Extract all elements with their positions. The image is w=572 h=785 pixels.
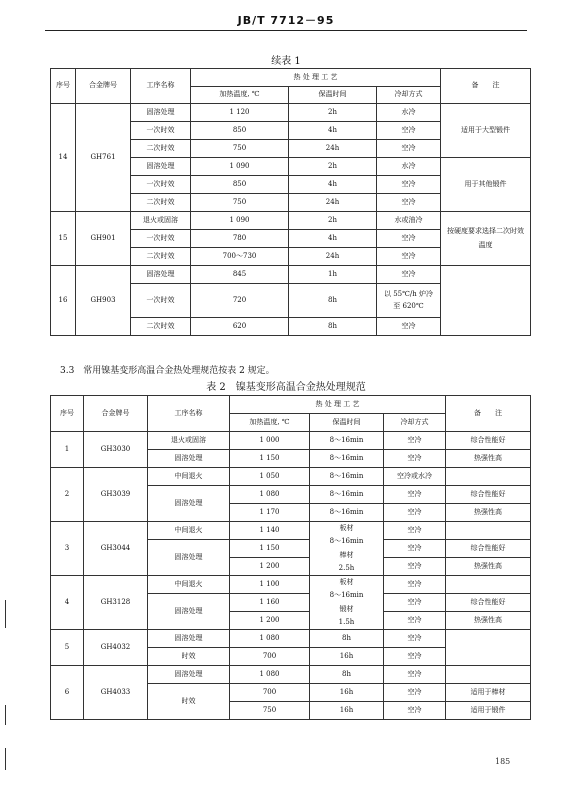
t2-temp: 1 200 — [230, 612, 310, 630]
t2-cool: 空冷 — [384, 702, 446, 720]
t2-cool: 空冷 — [384, 576, 446, 594]
t1-temp: 845 — [191, 266, 289, 284]
t1-h-no: 序号 — [51, 69, 76, 104]
t1-cool: 空冷 — [377, 318, 441, 336]
t2-remark: 综合性能好 — [446, 540, 531, 558]
t1-cool: 空冷 — [377, 176, 441, 194]
t2-remark-empty — [446, 468, 531, 486]
section-3-3 — [60, 363, 275, 376]
t2-temp: 1 200 — [230, 558, 310, 576]
t2-remark: 热强性高 — [446, 612, 531, 630]
t2-temp: 700 — [230, 684, 310, 702]
t2-remark: 热强性高 — [446, 450, 531, 468]
t1-temp: 1 090 — [191, 212, 289, 230]
page-number: 185 — [495, 757, 511, 766]
t1-hold: 8h — [289, 318, 377, 336]
t2-cool: 空冷 — [384, 486, 446, 504]
t2-temp: 700 — [230, 648, 310, 666]
t1-no: 16 — [51, 266, 76, 336]
t2-cool: 空冷 — [384, 684, 446, 702]
t2-h-temp: 加热温度, ℃ — [230, 414, 310, 432]
t2-hold: 8～16min — [310, 432, 384, 450]
header-rule — [45, 30, 527, 31]
t2-temp: 1 080 — [230, 486, 310, 504]
t1-process: 二次时效 — [131, 194, 191, 212]
t2-h-alloy: 合金牌号 — [84, 396, 148, 432]
t2-h-no: 序号 — [51, 396, 84, 432]
t2-cool: 空冷 — [384, 630, 446, 648]
t2-remark: 适用于锻件 — [446, 702, 531, 720]
t2-hold: 8h — [310, 666, 384, 684]
t2-hold: 8～16min — [310, 468, 384, 486]
table-row — [51, 576, 531, 594]
t1-remark: 按硬度要求选择二次时效温度 — [441, 212, 531, 266]
t2-temp: 1 150 — [230, 450, 310, 468]
t2-cool: 空冷 — [384, 540, 446, 558]
t2-remark: 热强性高 — [446, 558, 531, 576]
t2-hold: 8～16min — [310, 450, 384, 468]
t2-alloy: GH4032 — [84, 630, 148, 666]
t2-no: 5 — [51, 630, 84, 666]
t2-remark-empty — [446, 522, 531, 540]
table-row — [51, 630, 531, 648]
t1-remark: 用于其他锻件 — [441, 158, 531, 212]
t1-remark-empty — [441, 266, 531, 336]
t2-remark-empty — [446, 630, 531, 666]
t2-process: 固溶处理 — [148, 450, 230, 468]
t2-temp: 1 170 — [230, 504, 310, 522]
t1-process: 二次时效 — [131, 248, 191, 266]
t1-temp: 750 — [191, 194, 289, 212]
t1-no: 15 — [51, 212, 76, 266]
t1-process: 固溶处理 — [131, 104, 191, 122]
table-row — [51, 468, 531, 486]
t1-temp: 720 — [191, 284, 289, 318]
t1-cool: 水冷 — [377, 158, 441, 176]
t1-temp: 780 — [191, 230, 289, 248]
t2-cool: 空冷 — [384, 612, 446, 630]
t2-h-cool: 冷却方式 — [384, 414, 446, 432]
t1-temp: 850 — [191, 176, 289, 194]
t2-cool: 空冷 — [384, 666, 446, 684]
t1-cool: 水冷 — [377, 104, 441, 122]
t1-process: 二次时效 — [131, 318, 191, 336]
t2-no: 4 — [51, 576, 84, 630]
table-row — [51, 212, 531, 230]
t2-h-hold: 保温时间 — [310, 414, 384, 432]
t1-cool: 水或油冷 — [377, 212, 441, 230]
t2-hold-range: 8～16min — [329, 537, 364, 546]
t2-hold: 8～16min — [310, 504, 384, 522]
t2-temp: 1 050 — [230, 468, 310, 486]
t1-no: 14 — [51, 104, 76, 212]
t1-h-heat: 热 处 理 工 艺 — [191, 69, 441, 87]
t2-alloy: GH3128 — [84, 576, 148, 630]
t1-alloy: GH901 — [76, 212, 131, 266]
t1-h-alloy: 合金牌号 — [76, 69, 131, 104]
t2-no: 1 — [51, 432, 84, 468]
t2-alloy: GH3044 — [84, 522, 148, 576]
t1-hold: 24h — [289, 248, 377, 266]
t2-cool: 空冷 — [384, 504, 446, 522]
t2-cool: 空冷 — [384, 594, 446, 612]
t2-process: 固溶处理 — [148, 666, 230, 684]
table-row — [51, 266, 531, 284]
t1-process: 退火或固溶 — [131, 212, 191, 230]
t1-process: 二次时效 — [131, 140, 191, 158]
t2-temp: 1 140 — [230, 522, 310, 540]
t2-process: 固溶处理 — [148, 540, 230, 576]
table-row — [51, 666, 531, 684]
t2-alloy: GH3030 — [84, 432, 148, 468]
t1-temp: 1 090 — [191, 158, 289, 176]
t1-cool: 空冷 — [377, 122, 441, 140]
t1-hold: 4h — [289, 230, 377, 248]
t2-cool: 空冷 — [384, 648, 446, 666]
t1-process: 一次时效 — [131, 122, 191, 140]
t1-hold: 8h — [289, 284, 377, 318]
table1 — [50, 68, 531, 336]
t2-hold: 8～16min — [310, 486, 384, 504]
t1-hold: 24h — [289, 194, 377, 212]
t2-hold-forging: 锻材 — [339, 604, 354, 613]
t1-temp: 700～730 — [191, 248, 289, 266]
t2-remark: 适用于棒材 — [446, 684, 531, 702]
t1-hold: 2h — [289, 158, 377, 176]
t1-process: 固溶处理 — [131, 158, 191, 176]
t2-process: 时效 — [148, 648, 230, 666]
t1-hold: 24h — [289, 140, 377, 158]
t2-process: 固溶处理 — [148, 630, 230, 648]
t1-alloy: GH903 — [76, 266, 131, 336]
t2-alloy: GH3039 — [84, 468, 148, 522]
t1-hold: 1h — [289, 266, 377, 284]
t1-temp: 850 — [191, 122, 289, 140]
table-row — [51, 432, 531, 450]
t1-h-process: 工序名称 — [131, 69, 191, 104]
t2-hold-plate: 板材 — [339, 578, 354, 587]
t2-hold-group — [310, 576, 384, 630]
t2-cool: 空冷或水冷 — [384, 468, 446, 486]
t1-cool: 空冷 — [377, 248, 441, 266]
t2-temp: 1 080 — [230, 630, 310, 648]
table1-caption: 续表 1 — [271, 56, 301, 67]
t1-process: 一次时效 — [131, 176, 191, 194]
t1-temp: 1 120 — [191, 104, 289, 122]
scan-margin-mark — [5, 600, 6, 628]
t2-temp: 1 080 — [230, 666, 310, 684]
t2-no: 3 — [51, 522, 84, 576]
t2-h-heat: 热 处 理 工 艺 — [230, 396, 446, 414]
section-text: 常用镍基变形高温合金热处理规范按表 2 规定。 — [83, 366, 275, 376]
t2-no: 6 — [51, 666, 84, 720]
t1-temp: 620 — [191, 318, 289, 336]
t1-hold: 4h — [289, 122, 377, 140]
t2-temp: 750 — [230, 702, 310, 720]
t2-remark: 综合性能好 — [446, 432, 531, 450]
t2-process: 中间退火 — [148, 522, 230, 540]
t1-cool: 以 55℃/h 炉冷至 620℃ — [377, 284, 441, 318]
t2-remark-empty — [446, 576, 531, 594]
t2-hold: 8h — [310, 630, 384, 648]
t2-hold-time: 1.5h — [338, 618, 355, 627]
t1-process: 一次时效 — [131, 230, 191, 248]
t2-hold-range: 8～16min — [329, 591, 364, 600]
t2-hold-group — [310, 522, 384, 576]
table2 — [50, 395, 531, 720]
t2-remark: 热强性高 — [446, 504, 531, 522]
t2-cool: 空冷 — [384, 522, 446, 540]
t2-cool: 空冷 — [384, 432, 446, 450]
t1-process: 一次时效 — [131, 284, 191, 318]
t2-remark-empty — [446, 666, 531, 684]
t1-cool: 空冷 — [377, 230, 441, 248]
t2-process: 时效 — [148, 684, 230, 720]
t1-hold: 4h — [289, 176, 377, 194]
t2-process: 中间退火 — [148, 576, 230, 594]
t1-hold: 2h — [289, 104, 377, 122]
t2-hold-plate: 板材 — [339, 524, 354, 532]
t2-cool: 空冷 — [384, 450, 446, 468]
t2-hold: 16h — [310, 648, 384, 666]
scan-margin-mark — [5, 748, 6, 770]
t2-process: 固溶处理 — [148, 486, 230, 522]
t2-hold-bar: 棒材 — [339, 550, 354, 559]
t1-h-hold: 保温时间 — [289, 87, 377, 104]
t1-temp: 750 — [191, 140, 289, 158]
t2-alloy: GH4033 — [84, 666, 148, 720]
t2-process: 中间退火 — [148, 468, 230, 486]
table-row — [51, 104, 531, 122]
t2-hold: 16h — [310, 684, 384, 702]
t1-alloy: GH761 — [76, 104, 131, 212]
t1-cool: 空冷 — [377, 266, 441, 284]
t2-no: 2 — [51, 468, 84, 522]
t2-temp: 1 150 — [230, 540, 310, 558]
page-header: JB/T 7712－95 — [237, 14, 335, 27]
section-number: 3.3 — [60, 366, 75, 376]
t2-hold: 16h — [310, 702, 384, 720]
t1-cool: 空冷 — [377, 194, 441, 212]
t2-h-process: 工序名称 — [148, 396, 230, 432]
t1-cool: 空冷 — [377, 140, 441, 158]
t2-temp: 1 000 — [230, 432, 310, 450]
t1-remark: 适用于大型锻件 — [441, 104, 531, 158]
t1-hold: 2h — [289, 212, 377, 230]
table2-caption: 表 2 镍基变形高温合金热处理规范 — [206, 382, 366, 393]
t2-temp: 1 100 — [230, 576, 310, 594]
scan-margin-mark — [5, 705, 6, 725]
t2-h-remark: 备 注 — [446, 396, 531, 432]
t2-temp: 1 160 — [230, 594, 310, 612]
t1-h-cool: 冷却方式 — [377, 87, 441, 104]
t2-remark: 综合性能好 — [446, 594, 531, 612]
table-row — [51, 522, 531, 540]
t2-hold-time: 2.5h — [338, 563, 355, 572]
t2-remark: 综合性能好 — [446, 486, 531, 504]
t1-h-remark: 备 注 — [441, 69, 531, 104]
t2-process: 固溶处理 — [148, 594, 230, 630]
t1-h-temp: 加热温度, ℃ — [191, 87, 289, 104]
t1-process: 固溶处理 — [131, 266, 191, 284]
t2-process: 退火或固溶 — [148, 432, 230, 450]
t2-cool: 空冷 — [384, 558, 446, 576]
